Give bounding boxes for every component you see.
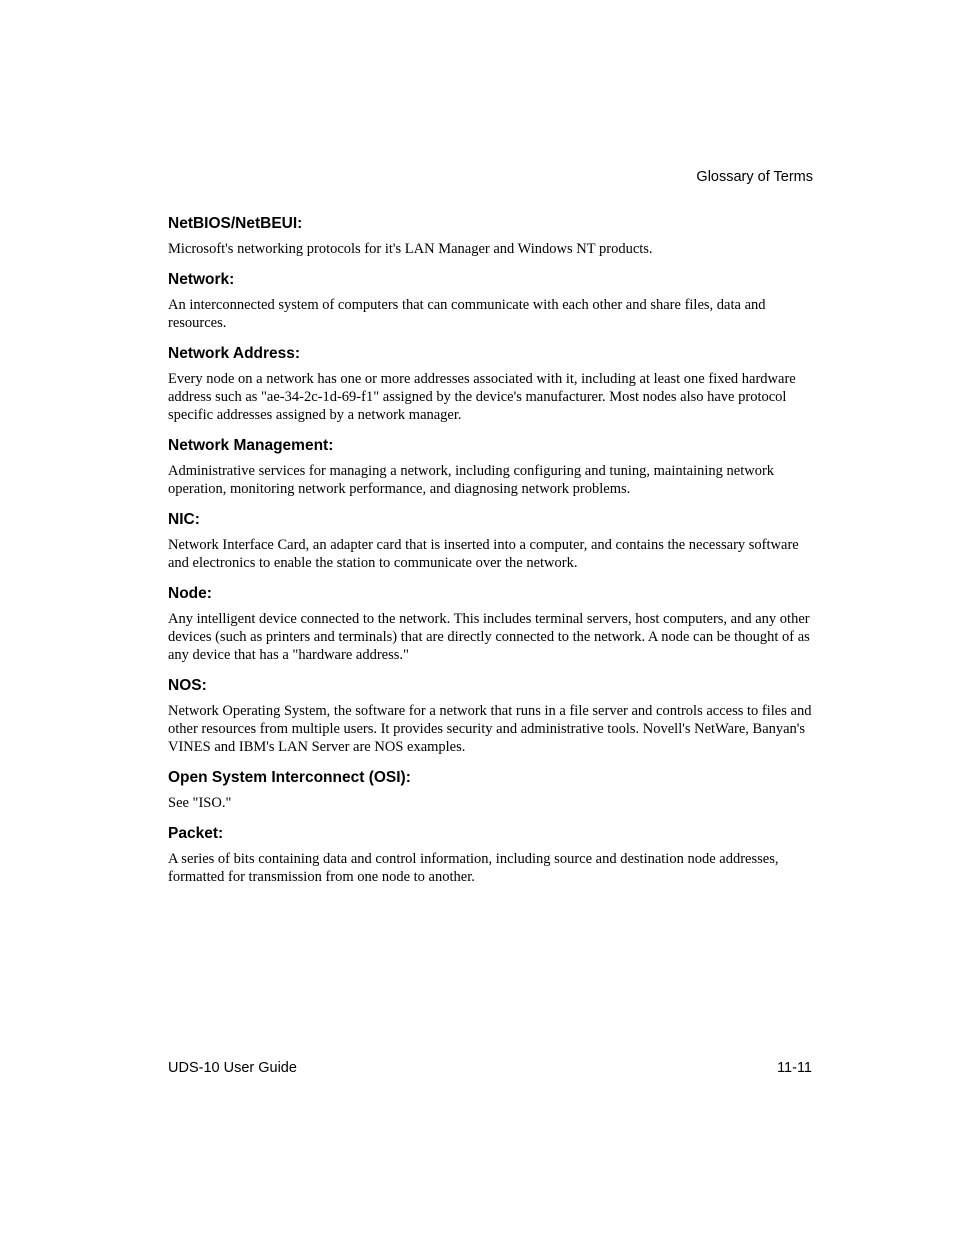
glossary-term: Node: — [168, 585, 212, 602]
glossary-entry — [168, 510, 816, 572]
glossary-entry — [168, 344, 816, 424]
glossary-entry — [168, 676, 816, 756]
glossary-term: Network Address: — [168, 345, 301, 362]
glossary-definition: See "ISO." — [168, 795, 232, 811]
footer-document-title: UDS-10 User Guide — [168, 1060, 297, 1076]
glossary-list — [168, 214, 816, 898]
glossary-definition: A series of bits containing data and control information, including source and destination node addresses, formatted for transmission from one node to another. — [168, 851, 779, 885]
glossary-definition: Every node on a network has one or more addresses associated with it, including at least one fixed hardware address such as "ae-34-2c-1d-69-f1" assigned by the device's manufacturer. Most nodes also have protocol specific addresses assigned by a network manager. — [168, 371, 796, 423]
glossary-entry — [168, 214, 816, 258]
running-header: Glossary of Terms — [696, 169, 813, 185]
glossary-definition: Network Interface Card, an adapter card that is inserted into a computer, and contains the necessary software and electronics to enable the station to communicate over the network. — [168, 537, 799, 571]
glossary-entry — [168, 584, 816, 664]
glossary-term: Network: — [168, 271, 235, 288]
glossary-definition: Network Operating System, the software for a network that runs in a file server and controls access to files and other resources from multiple users. It provides security and administrative tools. Novell's NetWare, Banyan's VINES and IBM's LAN Server are NOS examples. — [168, 703, 812, 755]
glossary-term: Packet: — [168, 825, 224, 842]
glossary-entry — [168, 436, 816, 498]
glossary-entry — [168, 768, 816, 812]
footer-page-number: 11-11 — [777, 1060, 812, 1076]
glossary-term: Open System Interconnect (OSI): — [168, 769, 411, 786]
glossary-definition: Microsoft's networking protocols for it's LAN Manager and Windows NT products. — [168, 241, 653, 257]
glossary-entry — [168, 824, 816, 886]
glossary-term: Network Management: — [168, 437, 334, 454]
glossary-term: NetBIOS/NetBEUI: — [168, 215, 303, 232]
glossary-definition: Administrative services for managing a network, including configuring and tuning, maintaining network operation, monitoring network performance, and diagnosing network problems. — [168, 463, 775, 497]
glossary-entry — [168, 270, 816, 332]
glossary-term: NIC: — [168, 511, 200, 528]
glossary-definition: An interconnected system of computers that can communicate with each other and share files, data and resources. — [168, 297, 766, 331]
glossary-term: NOS: — [168, 677, 207, 694]
glossary-definition: Any intelligent device connected to the network. This includes terminal servers, host computers, and any other devices (such as printers and terminals) that are directly connected to the network. A node can be thought of as any device that has a "hardware address." — [168, 611, 810, 663]
